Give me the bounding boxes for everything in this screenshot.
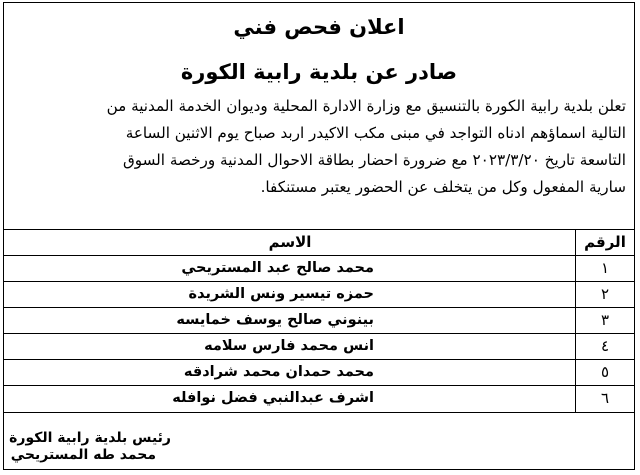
row-number: ٣ [575,308,634,333]
row-name: حمزه تيسير ونس الشريدة [188,286,374,302]
notice-document [3,2,635,470]
row-number: ٦ [575,386,634,412]
body-line: التاسعة تاريخ ٢٠٢٣/٣/٢٠ مع ضرورة احضار بطاقة الاحوال المدنية ورخصة السوق [123,151,626,169]
table-row [4,256,634,282]
body-line: سارية المفعول وكل من يتخلف عن الحضور يعتبر مستنكفا. [260,178,626,196]
body-line: التالية اسماؤهم ادناه التواجد في مبنى مكب الاكيدر اربد صباح يوم الاثنين الساعة [125,124,626,142]
header-name: الاسم [268,233,312,251]
notice-body [14,93,626,201]
table-row [4,360,634,386]
row-name: بينوني صالح يوسف خمايسه [176,312,374,328]
table-row [4,334,634,360]
row-name: اشرف عبدالنبي فضل نوافله [172,390,374,406]
row-name: محمد حمدان محمد شرادقه [183,364,374,380]
row-name: محمد صالح عبد المستريحي [181,260,374,276]
signature-role: رئيس بلدية رابية الكورة [9,430,171,446]
row-number: ٢ [575,282,634,307]
row-number: ١ [575,256,634,281]
table-row [4,308,634,334]
table-row [4,386,634,412]
table-row [4,282,634,308]
table-header-row [4,230,634,256]
row-name: انس محمد فارس سلامه [204,338,374,354]
row-number: ٤ [575,334,634,359]
notice-subtitle: صادر عن بلدية رابية الكورة [180,60,458,84]
signature-name: محمد طه المستريحي [10,447,156,463]
candidates-table [4,229,634,413]
body-line: تعلن بلدية رابية الكورة بالتنسيق مع وزارة الادارة المحلية وديوان الخدمة المدنية من [106,97,626,115]
row-number: ٥ [575,360,634,385]
notice-title: اعلان فحص فني [233,15,405,39]
header-number: الرقم [575,230,634,255]
